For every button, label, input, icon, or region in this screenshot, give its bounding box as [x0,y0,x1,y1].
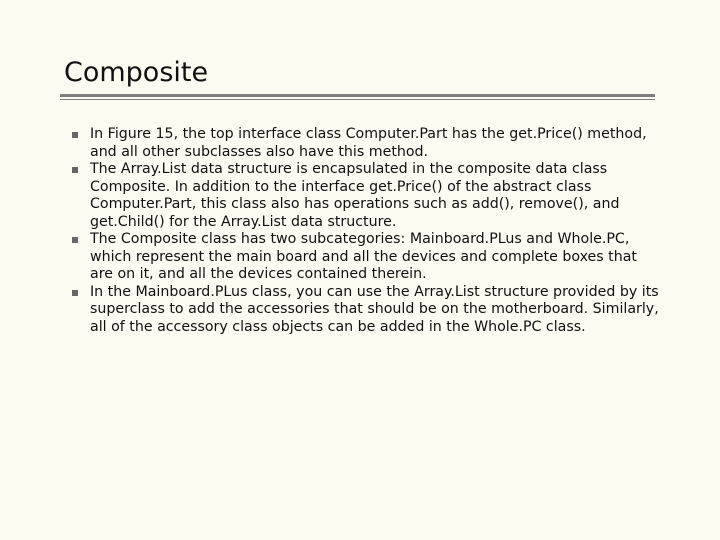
bullet-list [72,126,662,336]
bullet-text: In Figure 15, the top interface class Computer.Part has the get.Price() method, and all other subclasses also have this method. [90,126,647,160]
bullet-text: The Array.List data structure is encapsulated in the composite data class Composite. In addition to the interface get.Price() of the abstract class Computer.Part, this class also has operations such as add(), remove(), and get.Child() for the Array.List data structure. [90,161,620,230]
bullet-item [72,284,662,337]
title-underline-thin [60,99,655,100]
slide-title: Composite [64,57,209,88]
bullet-item [72,126,662,161]
title-underline-thick [60,94,655,97]
square-bullet-icon [72,167,78,173]
bullet-item [72,231,662,284]
square-bullet-icon [72,132,78,138]
bullet-text: In the Mainboard.PLus class, you can use the Array.List structure provided by its superclass to add the accessories that should be on the motherboard. Similarly, all of the accessory class objects can be added in the Whole.PC class. [90,283,659,335]
square-bullet-icon [72,290,78,296]
bullet-text: The Composite class has two subcategories: Mainboard.PLus and Whole.PC, which represent the main board and all the devices and complete boxes that are on it, and all the devices contained therein. [90,231,637,282]
bullet-item [72,161,662,231]
square-bullet-icon [72,237,78,243]
